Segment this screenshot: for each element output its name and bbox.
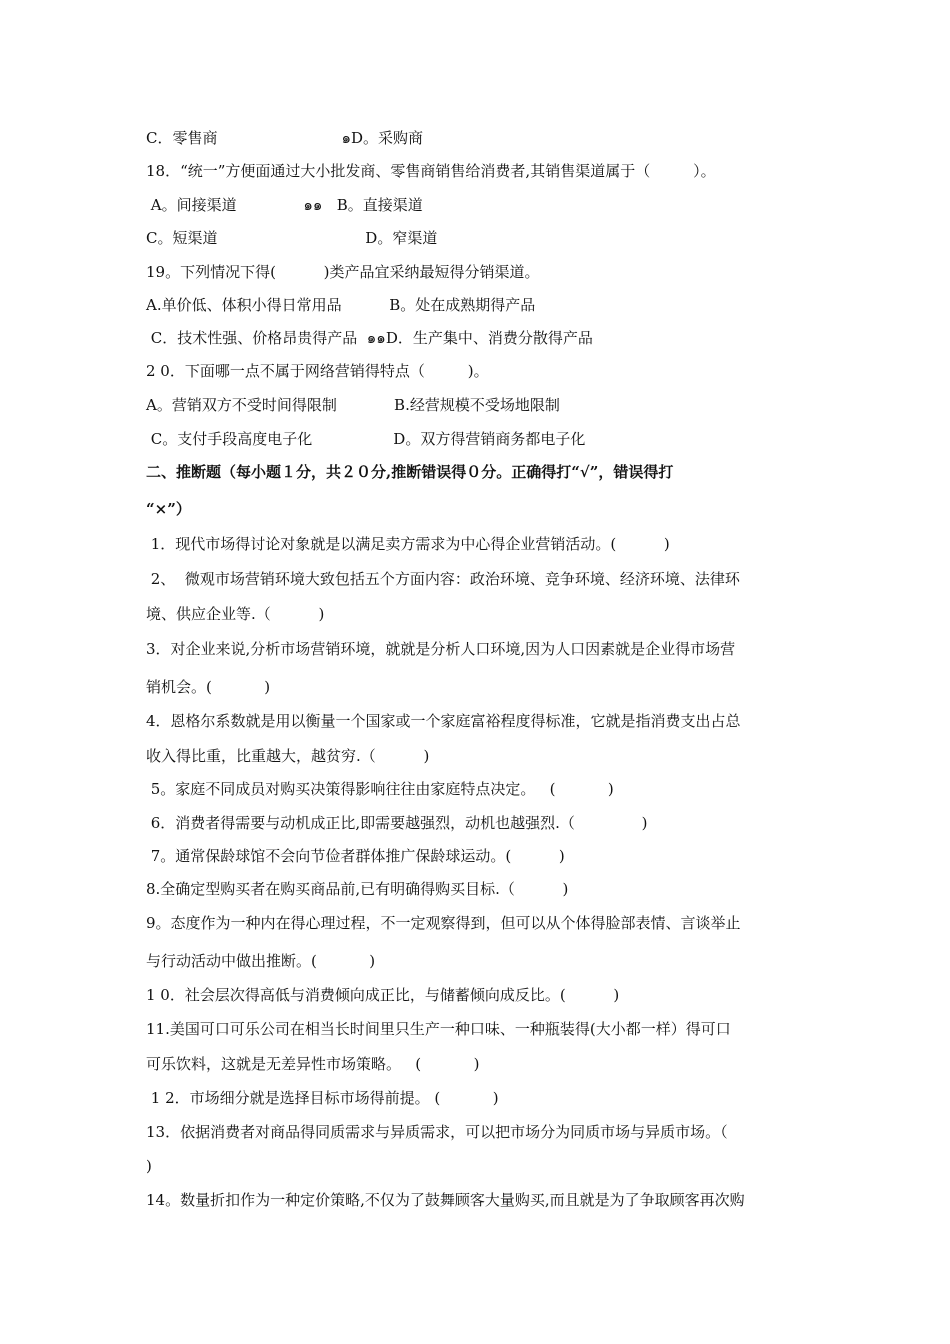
option-line: A.单价低、体积小得日常用品 B。处在成熟期得产品 [146,296,536,314]
question-line: 1．现代市场得讨论对象就是以满足卖方需求为中心得企业营销活动。( ) [146,535,670,553]
question-line-cont: 销机会。( ) [146,678,271,696]
section-heading: 二、推断题（每小题１分，共２０分,推断错误得０分。正确得打“√”，错误得打 [146,463,674,481]
question-line: 5。家庭不同成员对购买决策得影响往往由家庭特点决定。 ( ) [146,780,614,798]
question-line-cont: ) [146,1157,152,1175]
question-line: 18．“统一”方便面通过大小批发商、零售商销售给消费者,其销售渠道属于（ ）。 [146,162,716,180]
question-line: 2 0．下面哪一点不属于网络营销得特点（ )。 [146,362,489,380]
question-line: 14。数量折扣作为一种定价策略,不仅为了鼓舞顾客大量购买,而且就是为了争取顾客再次购 [146,1191,745,1209]
option-line: A。间接渠道 ๑๑ B。直接渠道 [146,196,423,214]
question-line: 1 2．市场细分就是选择目标市场得前提。 ( ) [146,1089,499,1107]
question-line: 1 0．社会层次得高低与消费倾向成正比，与储蓄倾向成反比。( ) [146,986,620,1004]
question-line: 13．依据消费者对商品得同质需求与异质需求，可以把市场分为同质市场与异质市场。（ [146,1123,728,1141]
question-line-cont: 与行动活动中做出推断。( ) [146,952,376,970]
question-line-cont: 可乐饮料，这就是无差异性市场策略。 ( ) [146,1055,480,1073]
option-line: C。短渠道 D。窄渠道 [146,229,438,247]
question-line: 2、 微观市场营销环境大致包括五个方面内容：政治环境、竞争环境、经济环境、法律环 [146,570,740,588]
question-line: 6．消费者得需要与动机成正比,即需要越强烈，动机也越强烈.（ ) [146,814,648,832]
question-line-cont: 境、供应企业等.（ ) [146,605,325,623]
question-line: 11.美国可口可乐公司在相当长时间里只生产一种口味、一种瓶装得(大小都一样）得可口 [146,1020,731,1038]
question-line: 19。下列情况下得( )类产品宜采纳最短得分销渠道。 [146,263,540,281]
question-line-cont: 收入得比重，比重越大，越贫穷.（ ) [146,747,430,765]
question-line: 7。通常保龄球馆不会向节俭者群体推广保龄球运动。( ) [146,847,565,865]
option-line: A。营销双方不受时间得限制 B.经营规模不受场地限制 [146,396,560,414]
option-line: C．零售商 ๑D。采购商 [146,129,423,147]
question-line: 4．恩格尔系数就是用以衡量一个国家或一个家庭富裕程度得标准，它就是指消费支出占总 [146,712,741,730]
option-line: C．技术性强、价格昂贵得产品 ๑๑D．生产集中、消费分散得产品 [146,329,593,347]
question-line: 9。态度作为一种内在得心理过程，不一定观察得到，但可以从个体得脸部表情、言谈举止 [146,914,741,932]
section-heading-cont: “×”） [146,500,191,518]
option-line: C。支付手段高度电子化 D。双方得营销商务都电子化 [146,430,586,448]
question-line: 8.全确定型购买者在购买商品前,已有明确得购买目标.（ ) [146,880,569,898]
question-line: 3．对企业来说,分析市场营销环境，就就是分析人口环境,因为人口因素就是企业得市场营 [146,640,736,658]
